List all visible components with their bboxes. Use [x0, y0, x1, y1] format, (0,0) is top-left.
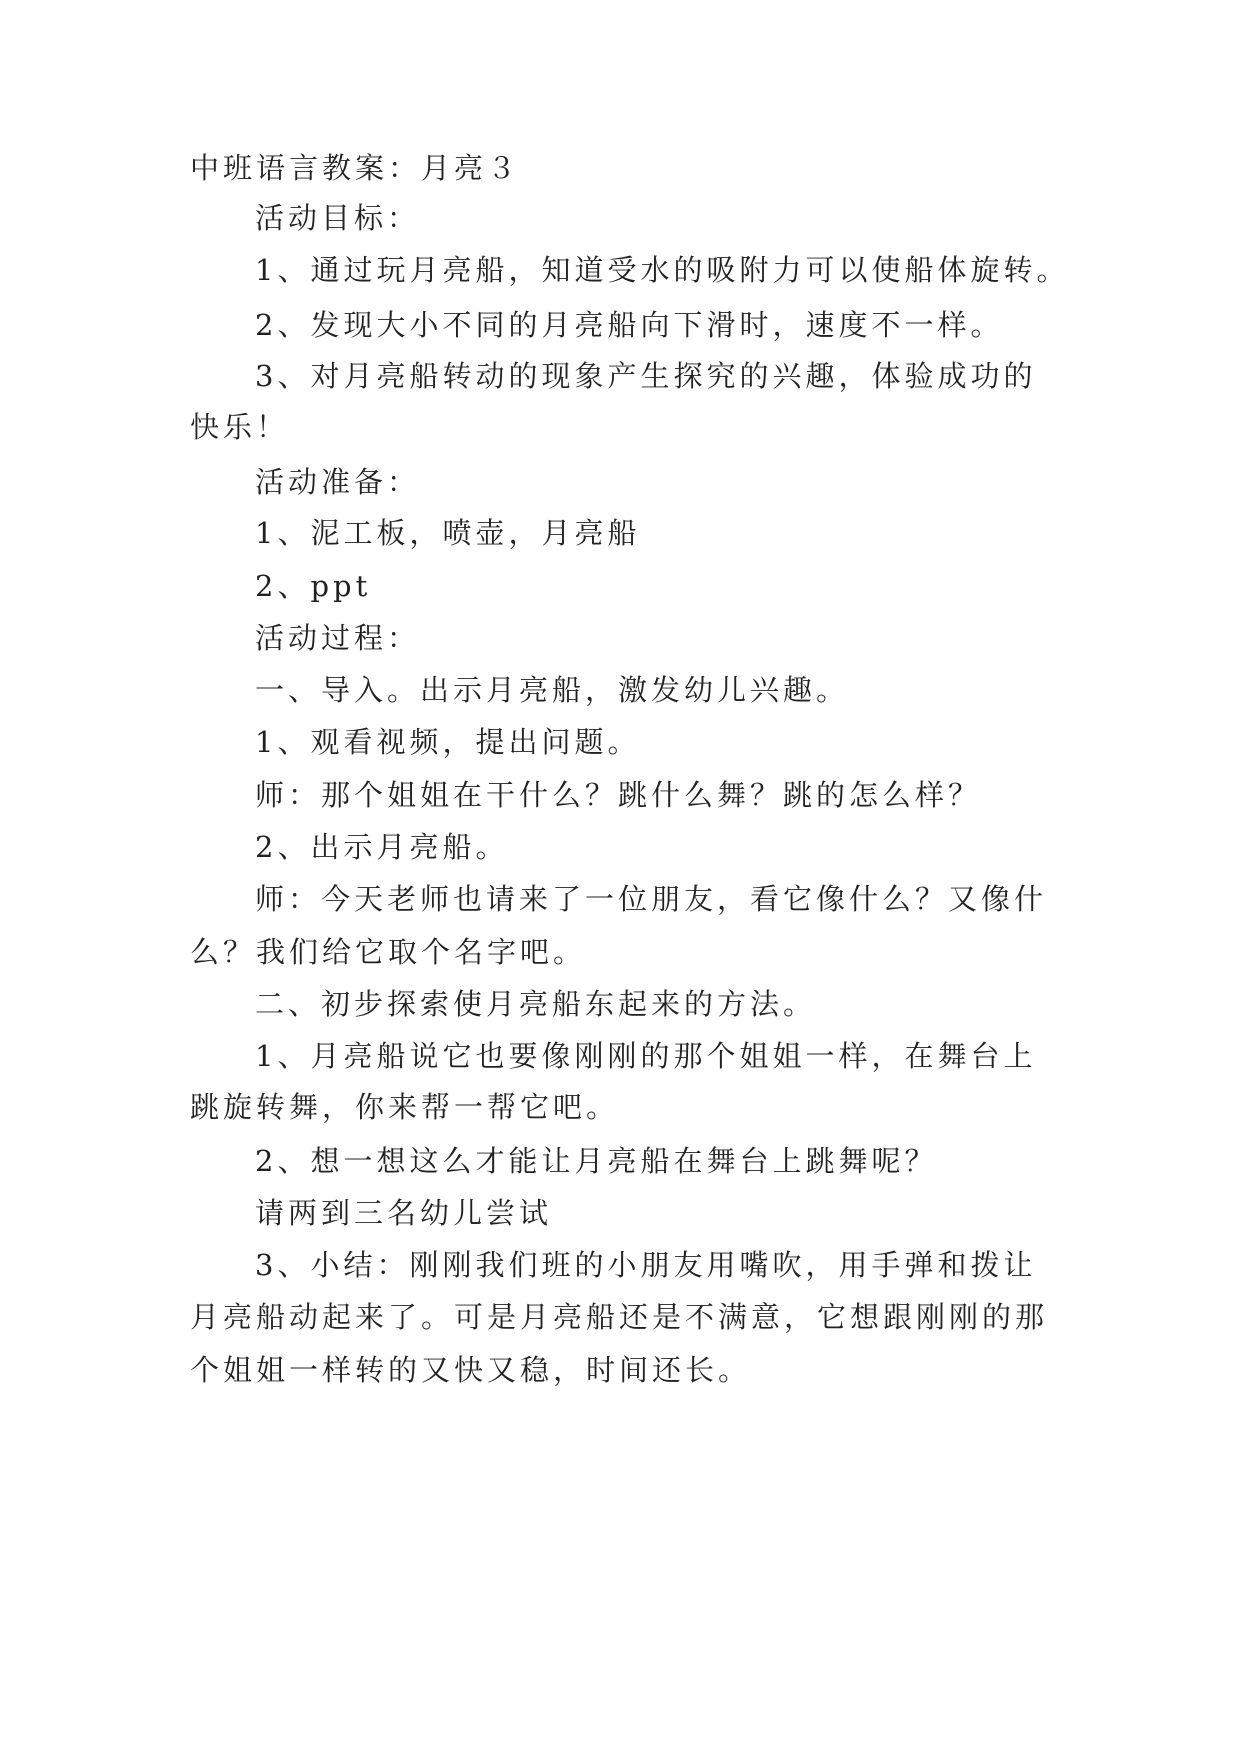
paragraph-line: 月亮船动起来了。可是月亮船还是不满意，它想跟刚刚的那 — [190, 1300, 1049, 1334]
paragraph-line: 二、初步探索使月亮船东起来的方法。 — [255, 987, 817, 1021]
paragraph-line: 3、对月亮船转动的现象产生探究的兴趣，体验成功的 — [255, 359, 1037, 393]
document-title: 中班语言教案：月亮３ — [190, 151, 521, 185]
paragraph-line: 1、月亮船说它也要像刚刚的那个姐姐一样，在舞台上 — [255, 1039, 1037, 1073]
paragraph-line: 2、发现大小不同的月亮船向下滑时，速度不一样。 — [255, 308, 1004, 342]
section-heading-preparation: 活动准备： — [255, 465, 421, 499]
paragraph-line: 3、小结：刚刚我们班的小朋友用嘴吹，用手弹和拨让 — [255, 1248, 1037, 1282]
section-heading-process: 活动过程： — [255, 621, 421, 655]
paragraph-line: 2、ppt — [255, 569, 372, 603]
paragraph-line: 请两到三名幼儿尝试 — [255, 1196, 553, 1230]
paragraph-line: 1、泥工板，喷壶，月亮船 — [255, 516, 641, 550]
paragraph-line: 2、想一想这么才能让月亮船在舞台上跳舞呢？ — [255, 1144, 938, 1178]
paragraph-line: 快乐！ — [190, 410, 290, 444]
paragraph-line: 一、导入。出示月亮船，激发幼儿兴趣。 — [255, 673, 850, 707]
paragraph-line: 师：那个姐姐在干什么？跳什么舞？跳的怎么样？ — [255, 778, 982, 812]
paragraph-line: 师：今天老师也请来了一位朋友，看它像什么？又像什 — [255, 882, 1048, 916]
paragraph-line: 2、出示月亮船。 — [255, 830, 509, 864]
paragraph-line: 跳旋转舞，你来帮一帮它吧。 — [190, 1090, 620, 1124]
section-heading-goals: 活动目标： — [255, 201, 421, 235]
paragraph-line: 么？我们给它取个名字吧。 — [190, 935, 587, 969]
paragraph-line: 1、观看视频，提出问题。 — [255, 725, 641, 759]
paragraph-line: 个姐姐一样转的又快又稳，时间还长。 — [190, 1353, 752, 1387]
paragraph-line: 1、通过玩月亮船，知道受水的吸附力可以使船体旋转。 — [255, 253, 1070, 287]
